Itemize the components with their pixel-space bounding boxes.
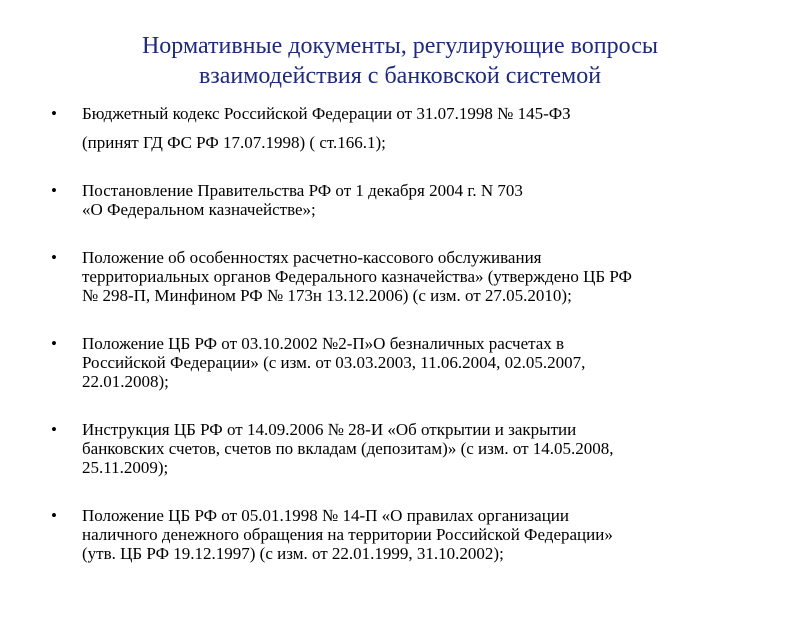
- bullet-text-line: Российской Федерации» (с изм. от 03.03.2003, 11.06.2004, 02.05.2007,: [82, 353, 586, 372]
- bullet-text-line: территориальных органов Федерального казначейства» (утверждено ЦБ РФ: [82, 267, 632, 286]
- bullet-icon: •: [51, 104, 57, 123]
- bullet-text-line: (утв. ЦБ РФ 19.12.1997) (с изм. от 22.01.1999, 31.10.2002);: [82, 544, 504, 563]
- bullet-text-line: Бюджетный кодекс Российской Федерации от 31.07.1998 № 145-ФЗ: [82, 104, 571, 123]
- bullet-item-budget-code: [48, 104, 748, 152]
- bullet-item-non-cash-payments: [48, 334, 748, 391]
- slide-title: [0, 31, 800, 91]
- bullet-icon: •: [51, 506, 57, 525]
- bullet-icon: •: [51, 420, 57, 439]
- bullet-text-line: № 298-П, Минфином РФ № 173н 13.12.2006) (с изм. от 27.05.2010);: [82, 286, 572, 305]
- bullet-item-cash-circulation-regulation: [48, 506, 748, 563]
- bullet-text-line: Инструкция ЦБ РФ от 14.09.2006 № 28-И «Об открытии и закрытии: [82, 420, 577, 439]
- bullet-text-line: Постановление Правительства РФ от 1 декабря 2004 г. N 703: [82, 181, 523, 200]
- bullet-item-government-decree: [48, 181, 748, 219]
- bullet-text-line: Положение ЦБ РФ от 05.01.1998 № 14-П «О правилах организации: [82, 506, 570, 525]
- bullet-icon: •: [51, 334, 57, 353]
- bullet-text-line: Положение об особенностях расчетно-кассового обслуживания: [82, 248, 542, 267]
- slide-title-line-1: Нормативные документы, регулирующие вопросы: [141, 33, 659, 59]
- bullet-text-line: 22.01.2008);: [82, 372, 169, 391]
- bullet-icon: •: [51, 181, 57, 200]
- slide-title-line-2: взаимодействия с банковской системой: [198, 63, 602, 89]
- bullet-text-line: 25.11.2009);: [82, 458, 169, 477]
- bullet-text-line: Положение ЦБ РФ от 03.10.2002 №2-П»О безналичных расчетах в: [82, 334, 565, 353]
- bullet-item-cash-service-regulation: [48, 248, 748, 305]
- bullet-item-bank-accounts-instruction: [48, 420, 748, 477]
- bullet-text-line: (принят ГД ФС РФ 17.07.1998) ( ст.166.1);: [82, 133, 386, 152]
- bullet-text-line: банковских счетов, счетов по вкладам (депозитам)» (с изм. от 14.05.2008,: [82, 439, 614, 458]
- bullet-list: [48, 104, 748, 563]
- bullet-icon: •: [51, 248, 57, 267]
- bullet-text-line: «О Федеральном казначействе»;: [82, 200, 316, 219]
- bullet-text-line: наличного денежного обращения на территории Российской Федерации»: [82, 525, 613, 544]
